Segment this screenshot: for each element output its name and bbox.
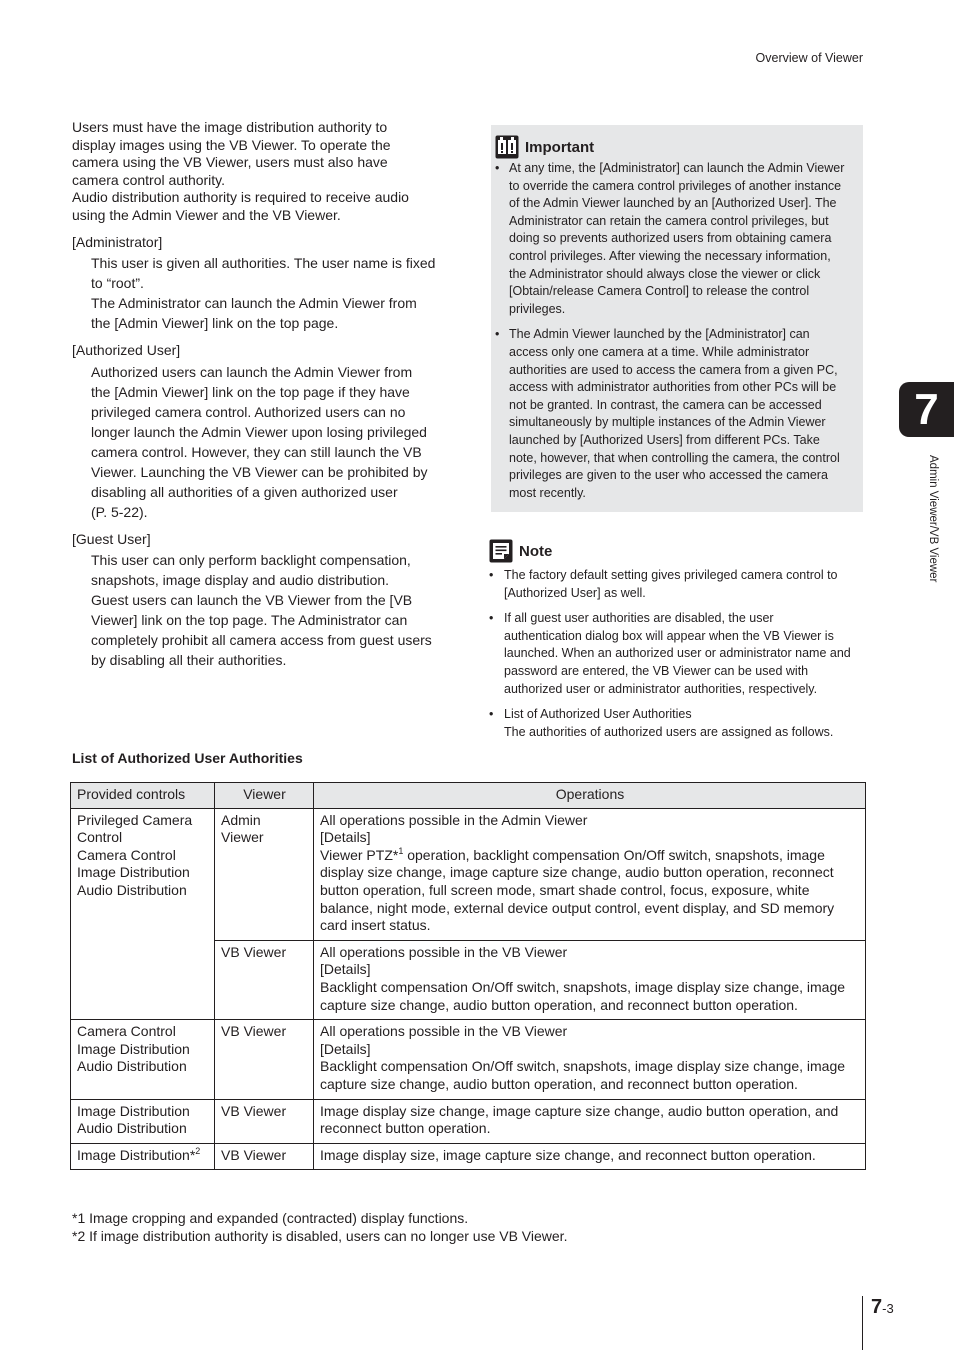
- bullet-line: Administrator can retain the camera control privileges, but: [509, 213, 829, 228]
- note-callout: [489, 539, 864, 749]
- column-header: Provided controls: [71, 783, 215, 809]
- operations-cell: [314, 808, 866, 940]
- note-memo-icon: [489, 539, 513, 563]
- intro-line: camera using the VB Viewer, users must also have: [72, 154, 388, 171]
- footnote-marker: 2: [195, 1145, 201, 1156]
- operations-details-label: [Details]: [320, 961, 371, 978]
- important-bullets: [495, 160, 857, 510]
- controls-cell: [71, 1143, 215, 1170]
- viewer-name: Viewer: [221, 829, 264, 846]
- bullet-line: control privileges. After viewing the necessary information,: [509, 248, 831, 263]
- bullet-line: launched. When an authorized user or administrator name and: [504, 646, 851, 661]
- bullet-line: note, however, that when controlling the camera, the control: [509, 450, 840, 465]
- role-heading-guest-user: [Guest User]: [72, 530, 151, 547]
- operations-text: operation, backlight compensation On/Off switch, snapshots, image display size change, image capture size change, audio button operation, reconnect button operation, full screen mode, smart shade control, focus, exposure, white balance, night mode, external device output control, event display, and SD memory card insert status.: [320, 846, 835, 934]
- role-line: to “root”.: [91, 275, 144, 292]
- viewer-cell: [215, 808, 314, 940]
- footnotes: [72, 1209, 567, 1245]
- important-callout: [491, 125, 863, 512]
- viewer-cell: VB Viewer: [215, 940, 314, 1019]
- bullet-line: of the Admin Viewer launched by an [Authorized User]. The: [509, 196, 837, 211]
- bullet-line: The Admin Viewer launched by the [Administrator] can: [509, 327, 810, 342]
- page-number: [871, 1296, 894, 1319]
- role-line: camera control. However, they can still launch the VB: [91, 443, 422, 460]
- note-bullet: [489, 567, 864, 602]
- role-body-authorized-user: [72, 362, 450, 522]
- role-line: This user is given all authorities. The user name is fixed: [91, 255, 436, 272]
- important-heading: [495, 134, 594, 160]
- control-name: Audio Distribution: [77, 1120, 187, 1137]
- bullet-line: to override the camera control privileges of another instance: [509, 178, 842, 193]
- role-line: privileged camera control. Authorized users can no: [91, 403, 406, 420]
- page-reference-link[interactable]: (P. 5-22).: [91, 503, 148, 520]
- table-header-row: [71, 783, 866, 809]
- intro-line: Users must have the image distribution authority to: [72, 119, 388, 135]
- control-name: Privileged Camera: [77, 811, 193, 828]
- table-row: [71, 1020, 866, 1099]
- bullet-line: launched by [Authorized Users] from different PCs. Take: [509, 432, 820, 447]
- note-heading: [489, 539, 864, 563]
- operations-details-label: [Details]: [320, 829, 371, 846]
- intro-line: Audio distribution authority is required to receive audio: [72, 189, 409, 206]
- role-heading-administrator: [Administrator]: [72, 233, 163, 250]
- important-book-icon: [495, 135, 519, 159]
- role-line: Viewer] link on the top page. The Administrator can: [91, 612, 408, 629]
- operations-detail: [320, 847, 860, 935]
- bullet-line: privileges.: [509, 301, 566, 316]
- bullet-line: privileges are given to the user who accessed the camera: [509, 468, 828, 483]
- bullet-line: doing so prevents authorized users from obtaining camera: [509, 231, 832, 246]
- bullet-line: not be granted. In contrast, the camera can be accessed: [509, 397, 822, 412]
- operations-summary: All operations possible in the VB Viewer: [320, 1023, 568, 1040]
- control-name: Camera Control: [77, 1023, 176, 1040]
- intro-paragraph: [72, 119, 450, 225]
- bullet-line: The authorities of authorized users are assigned as follows.: [504, 724, 834, 739]
- column-header: Viewer: [215, 783, 314, 809]
- important-label: Important: [525, 138, 595, 156]
- bullet-dot-icon: •: [489, 568, 494, 582]
- role-line: snapshots, image display and audio distribution.: [91, 572, 390, 589]
- role-body-guest-user: [72, 550, 450, 670]
- bullet-dot-icon: •: [495, 161, 500, 175]
- table-row: [71, 1099, 866, 1143]
- controls-cell: [71, 808, 215, 1020]
- operations-detail: Backlight compensation On/Off switch, snapshots, image display size change, image capture size change, audio button operation, and reconnect button operation.: [320, 1058, 846, 1092]
- chapter-side-label: Admin Viewer/VB Viewer: [927, 455, 939, 583]
- intro-line: camera control authority.: [72, 171, 226, 188]
- role-line: completely prohibit all camera access from guest users: [91, 632, 432, 649]
- control-name: Image Distribution: [77, 1040, 190, 1057]
- viewer-cell: VB Viewer: [215, 1143, 314, 1170]
- operations-summary: All operations possible in the VB Viewer: [320, 943, 568, 960]
- bullet-line: The factory default setting gives privileged camera control to: [504, 568, 838, 582]
- bullet-line: access with administrator authorities from other PCs will be: [509, 380, 837, 395]
- column-header: Operations: [314, 783, 866, 809]
- note-bullet: [489, 610, 864, 698]
- table-row: [71, 1143, 866, 1170]
- running-header: Overview of Viewer: [755, 51, 863, 65]
- important-bullet: [495, 326, 857, 502]
- bullet-dot-icon: •: [489, 707, 494, 722]
- control-name: Image Distribution: [77, 864, 190, 881]
- table-title: List of Authorized User Authorities: [72, 750, 303, 766]
- control-name: Image Distribution*: [77, 1146, 196, 1163]
- footnote: *2 If image distribution authority is disabled, users can no longer use VB Viewer.: [72, 1228, 568, 1244]
- operations-cell: Image display size change, image capture size change, audio button operation, and reconnect button operation.: [314, 1099, 866, 1143]
- viewer-cell: VB Viewer: [215, 1099, 314, 1143]
- role-line: This user can only perform backlight compensation,: [91, 552, 411, 569]
- footnote-marker: 1: [398, 845, 404, 856]
- role-line: Authorized users can launch the Admin Viewer from: [91, 363, 413, 380]
- operations-detail: Backlight compensation On/Off switch, snapshots, image display size change, image capture size change, audio button operation, and reconnect button operation.: [320, 978, 846, 1013]
- controls-cell: [71, 1099, 215, 1143]
- operations-cell: [314, 1020, 866, 1099]
- intro-line: display images using the VB Viewer. To operate the: [72, 136, 391, 153]
- page-number-suffix: -3: [882, 1301, 894, 1316]
- operations-cell: Image display size, image capture size change, and reconnect button operation.: [314, 1143, 866, 1170]
- role-line: disabling all authorities of a given authorized user: [91, 483, 398, 500]
- note-label: Note: [519, 542, 553, 560]
- bullet-line: [Obtain/release Camera Control] to release the control: [509, 284, 810, 299]
- bullet-dot-icon: •: [489, 611, 494, 626]
- page-number-rule: [862, 1296, 863, 1350]
- control-name: Camera Control: [77, 846, 176, 863]
- bullet-line: simultaneously by multiple instances of the Admin Viewer: [509, 415, 826, 430]
- note-bullet: [489, 706, 864, 741]
- bullet-line: access only one camera at a time. While administrator: [509, 344, 810, 359]
- role-line: Guest users can launch the VB Viewer from the [VB: [91, 592, 413, 609]
- note-bullets: [489, 567, 864, 741]
- bullet-line: password are entered, the VB Viewer can be used with: [504, 663, 809, 678]
- role-line: The Administrator can launch the Admin Viewer from: [91, 295, 417, 312]
- controls-cell: [71, 1020, 215, 1099]
- authorities-table: [70, 782, 866, 1170]
- page-number-chapter: 7: [871, 1296, 883, 1318]
- operations-text: Viewer PTZ*: [320, 846, 399, 863]
- control-name: Audio Distribution: [77, 1058, 187, 1075]
- bullet-line: most recently.: [509, 485, 586, 500]
- viewer-cell: VB Viewer: [215, 1020, 314, 1099]
- role-line: the [Admin Viewer] link on the top page.: [91, 315, 339, 332]
- operations-details-label: [Details]: [320, 1040, 371, 1057]
- bullet-dot-icon: •: [495, 327, 500, 342]
- chapter-tab: 7: [899, 382, 954, 437]
- role-line: Viewer. Launching the VB Viewer can be prohibited by: [91, 463, 428, 480]
- bullet-line: authentication dialog box will appear when the VB Viewer is: [504, 628, 834, 643]
- operations-cell: [314, 940, 866, 1019]
- viewer-name: Admin: [221, 811, 261, 828]
- role-line: the [Admin Viewer] link on the top page if they have: [91, 383, 410, 400]
- footnote: *1 Image cropping and expanded (contracted) display functions.: [72, 1210, 469, 1226]
- bullet-line: List of Authorized User Authorities: [504, 707, 692, 722]
- role-line: longer launch the Admin Viewer upon losing privileged: [91, 423, 427, 440]
- bullet-line: the Administrator should always close the viewer or click: [509, 266, 821, 281]
- bullet-line: At any time, the [Administrator] can launch the Admin Viewer: [509, 161, 845, 175]
- important-bullet: [495, 160, 857, 318]
- table-row: [71, 808, 866, 940]
- role-heading-authorized-user: [Authorized User]: [72, 342, 181, 359]
- control-name: Control: [77, 829, 123, 846]
- bullet-line: authorized user or administrator authorities, respectively.: [504, 681, 818, 696]
- bullet-line: If all guest user authorities are disabled, the user: [504, 611, 774, 626]
- intro-line: using the Admin Viewer and the VB Viewer.: [72, 206, 341, 223]
- bullet-line: authorities are used to access the camera from a given PC,: [509, 362, 838, 377]
- bullet-line: [Authorized User] as well.: [504, 585, 646, 600]
- role-body-administrator: [72, 253, 450, 333]
- operations-summary: All operations possible in the Admin Viewer: [320, 811, 588, 828]
- role-line: by disabling all their authorities.: [91, 652, 287, 669]
- left-column: [72, 119, 450, 670]
- control-name: Audio Distribution: [77, 881, 187, 898]
- control-name: Image Distribution: [77, 1102, 190, 1119]
